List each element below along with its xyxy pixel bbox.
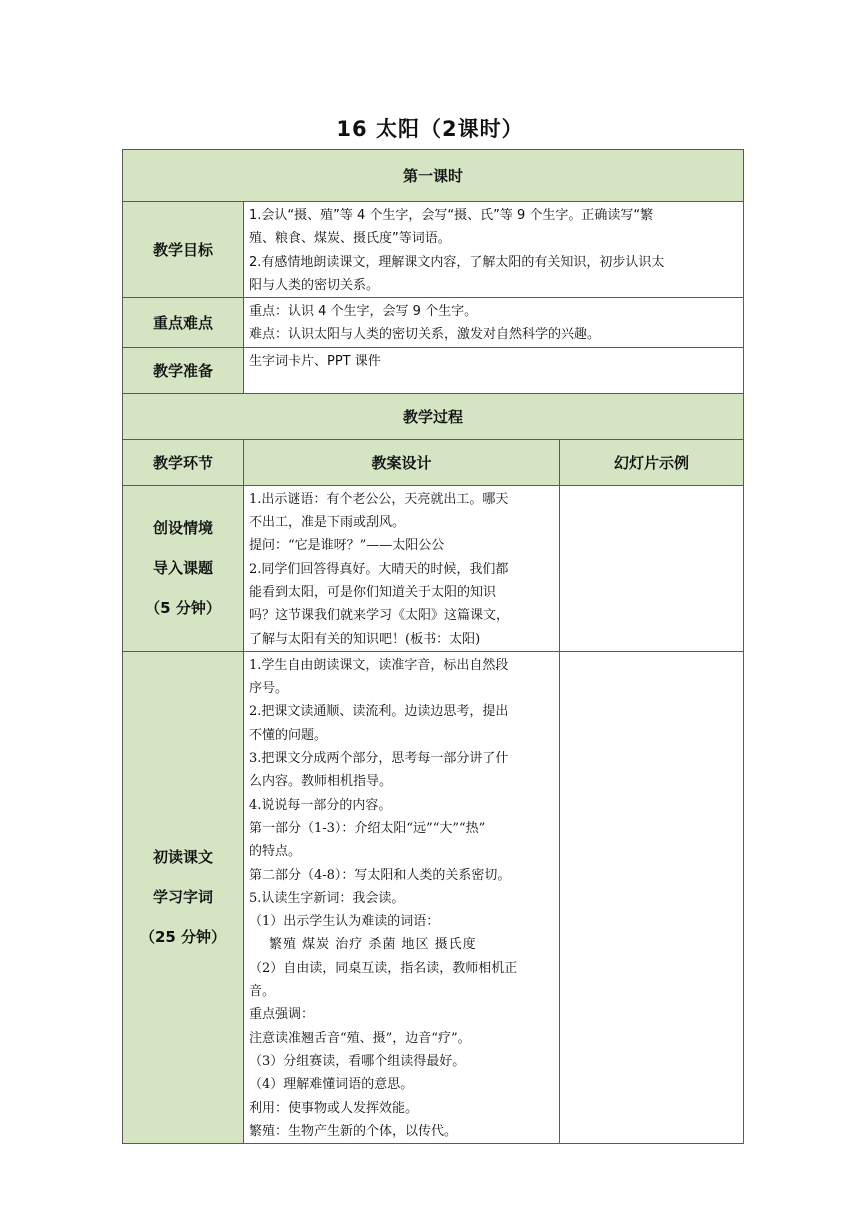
section2-line: 的特点。 xyxy=(249,844,302,860)
section1-line: 2.同学们回答得真好。大晴天的时候，我们都 xyxy=(249,561,509,577)
col-header-slides: 幻灯片示例 xyxy=(560,439,744,485)
section2-line: 序号。 xyxy=(249,681,289,697)
section2-line: （2）自由读，同桌互读，指名读，教师相机正 xyxy=(249,960,518,976)
section1-line: 不出工，准是下雨或刮风。 xyxy=(249,515,406,531)
prep-row xyxy=(123,347,744,393)
goals-line: 1.会认“摄、殖”等 4 个生字，会写“摄、氏”等 9 个生字。正确读写“繁 xyxy=(249,208,654,223)
section2-line: 4.说说每一部分的内容。 xyxy=(249,797,392,813)
section2-line: 5.认读生字新词：我会读。 xyxy=(249,890,405,906)
key-points-label: 重点难点 xyxy=(123,298,244,348)
section2-line: 3.把课文分成两个部分，思考每一部分讲了什 xyxy=(249,751,509,767)
section1-line: 1.出示谜语：有个老公公，天亮就出工。哪天 xyxy=(249,491,509,507)
section2-slides xyxy=(560,651,744,1143)
section1-label xyxy=(123,485,244,651)
prep-label: 教学准备 xyxy=(123,347,244,393)
section1-label-line: 创设情境 xyxy=(152,519,213,538)
section2-line: （1）出示学生认为难读的词语： xyxy=(249,914,440,930)
goals-line: 2.有感情地朗读课文，理解课文内容，了解太阳的有关知识，初步认识太 xyxy=(249,254,665,270)
section2-line: 音。 xyxy=(249,984,276,1000)
section1-line: 提问：“它是谁呀？”——太阳公公 xyxy=(249,538,445,554)
first-lesson-heading: 第一课时 xyxy=(123,150,744,202)
col-header-stage: 教学环节 xyxy=(123,439,244,485)
section2-word-list: 繁殖 煤炭 治疗 杀菌 地区 摄氏度 xyxy=(269,937,477,953)
process-row xyxy=(123,393,744,439)
section2-line: 不懂的问题。 xyxy=(249,727,328,743)
section2-row xyxy=(123,651,744,1143)
section2-line: 2.把课文读通顺、读流利。边读边思考，提出 xyxy=(249,704,509,720)
first-lesson-row xyxy=(123,150,744,202)
section2-line: 第二部分（4-8）：写太阳和人类的关系密切。 xyxy=(249,867,511,883)
page-title: 16 太阳（2课时） xyxy=(336,117,524,141)
goals-line: 阳与人类的密切关系。 xyxy=(249,277,380,293)
process-heading: 教学过程 xyxy=(123,393,744,439)
section1-slides xyxy=(560,485,744,651)
section2-line: （4）理解难懂词语的意思。 xyxy=(249,1077,414,1093)
section2-label-line: 初读课文 xyxy=(152,848,213,867)
section2-line: 第一部分（1-3）：介绍太阳“远”“大”“热” xyxy=(249,820,486,836)
goals-row xyxy=(123,202,744,298)
section2-line: 么内容。教师相机指导。 xyxy=(249,774,393,790)
goals-line: 殖、粮食、煤炭、摄氏度”等词语。 xyxy=(249,231,451,247)
section1-line: 能看到太阳，可是你们知道关于太阳的知识 xyxy=(249,584,497,600)
key-point-line: 难点：认识太阳与人类的密切关系，激发对自然科学的兴趣。 xyxy=(249,327,601,343)
prep-text: 生字词卡片、PPT 课件 xyxy=(249,353,381,369)
column-header-row xyxy=(123,439,744,485)
key-points-row xyxy=(123,298,744,348)
prep-content xyxy=(244,347,744,393)
section2-label-line: 学习字词 xyxy=(152,888,213,907)
section1-content xyxy=(244,485,560,651)
section1-row xyxy=(123,485,744,651)
section2-line: 重点强调： xyxy=(249,1007,315,1023)
section2-label-line: （25 分钟） xyxy=(139,928,227,947)
section2-line: 1.学生自由朗读课文，读准字音，标出自然段 xyxy=(249,657,509,673)
section1-label-line: （5 分钟） xyxy=(145,599,221,618)
goals-label: 教学目标 xyxy=(123,202,244,298)
section2-label xyxy=(123,651,244,1143)
col-header-design: 教案设计 xyxy=(244,439,560,485)
goals-content xyxy=(244,202,744,298)
section2-content xyxy=(244,651,560,1143)
section1-label-line: 导入课题 xyxy=(152,559,213,578)
lesson-plan-table xyxy=(122,149,744,1144)
section2-line: （3）分组赛读，看哪个组读得最好。 xyxy=(249,1053,466,1069)
section2-line: 繁殖：生物产生新的个体，以传代。 xyxy=(249,1123,458,1139)
section1-line: 吗？这节课我们就来学习《太阳》这篇课文， xyxy=(249,608,510,624)
key-point-line: 重点：认识 4 个生字，会写 9 个生字。 xyxy=(249,304,478,320)
key-points-content xyxy=(244,298,744,348)
section1-line: 了解与太阳有关的知识吧！(板书：太阳) xyxy=(249,631,481,647)
section2-line: 注意读准翘舌音“殖、摄”，边音“疗”。 xyxy=(249,1030,471,1046)
section2-line: 利用：使事物或人发挥效能。 xyxy=(249,1100,419,1116)
